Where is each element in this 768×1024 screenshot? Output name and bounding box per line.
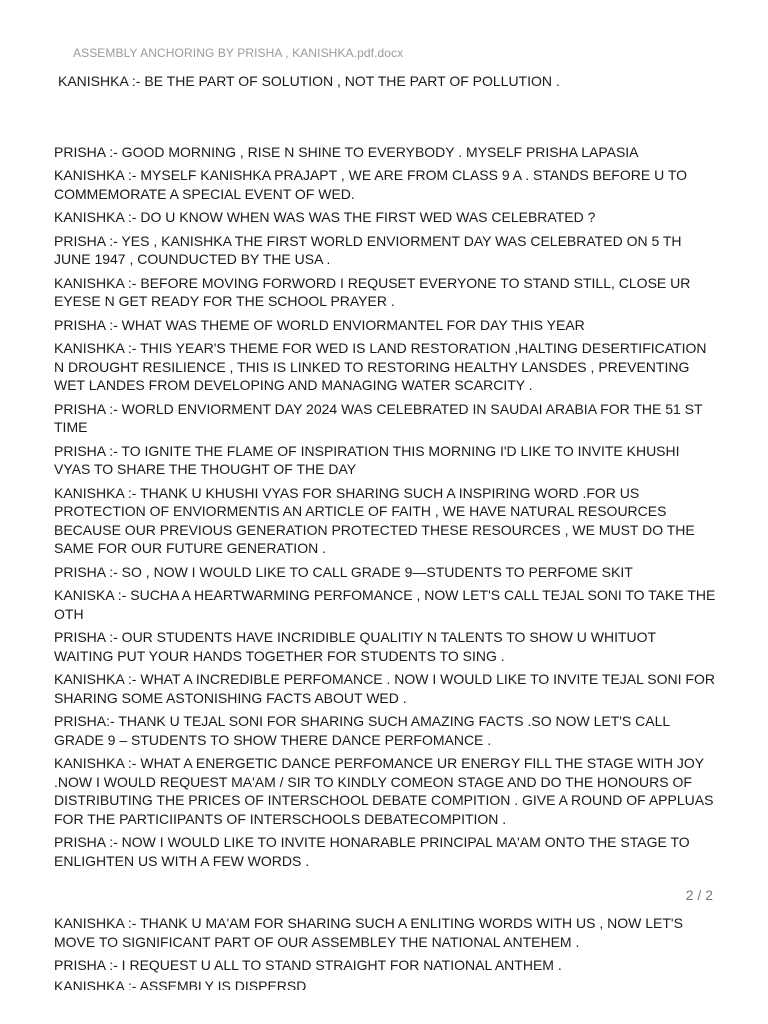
script-line: PRISHA :- SO , NOW I WOULD LIKE TO CALL GRADE 9—STUDENTS TO PERFOME SKIT: [54, 563, 633, 580]
page-1-content: [54, 72, 716, 875]
script-line: KANISHKA :- MYSELF KANISHKA PRAJAPT , WE ARE FROM CLASS 9 A . STANDS BEFORE U TO COMMEMORATE A SPECIAL EVENT OF WED.: [54, 167, 688, 202]
script-line: PRISHA :- GOOD MORNING , RISE N SHINE TO EVERYBODY . MYSELF PRISHA LAPASIA: [54, 143, 639, 160]
script-line: PRISHA :- YES , KANISHKA THE FIRST WORLD ENVIORMENT DAY WAS CELEBRATED ON 5 TH JUNE 1947 , COUNDUCTED BY THE USA .: [54, 232, 682, 267]
script-line: KANISHKA :- DO U KNOW WHEN WAS WAS THE FIRST WED WAS CELEBRATED ?: [54, 209, 596, 225]
script-line: PRISHA :- NOW I WOULD LIKE TO INVITE HONARABLE PRINCIPAL MA'AM ONTO THE STAGE TO ENLIGHTEN US WITH A FEW WORDS .: [54, 834, 690, 869]
page-2-content: [54, 914, 716, 990]
script-line: PRISHA:- THANK U TEJAL SONI FOR SHARING SUCH AMAZING FACTS .SO NOW LET'S CALL GRADE 9 – STUDENTS TO SHOW THERE DANCE PERFOMANCE .: [54, 713, 670, 748]
clipped-line: [54, 980, 716, 990]
script-line: PRISHA :- TO IGNITE THE FLAME OF INSPIRATION THIS MORNING I'D LIKE TO INVITE KHUSHI VYAS TO SHARE THE THOUGHT OF THE DAY: [54, 442, 680, 477]
script-line: PRISHA :- WHAT WAS THEME OF WORLD ENVIORMANTEL FOR DAY THIS YEAR: [54, 316, 585, 333]
page-indicator: 2 / 2: [685, 887, 713, 903]
script-line: KANISHKA :- WHAT A INCREDIBLE PERFOMANCE . NOW I WOULD LIKE TO INVITE TEJAL SONI FOR SHARING SOME ASTONISHING FACTS ABOUT WED .: [54, 671, 715, 706]
document-filename: ASSEMBLY ANCHORING BY PRISHA , KANISHKA.pdf.docx: [73, 46, 404, 60]
script-line: PRISHA :- I REQUEST U ALL TO STAND STRAIGHT FOR NATIONAL ANTHEM .: [54, 957, 562, 973]
script-line: KANISHKA :- WHAT A ENERGETIC DANCE PERFOMANCE UR ENERGY FILL THE STAGE WITH JOY .NOW I WOULD REQUEST MA'AM / SIR TO KINDLY COMEON STAGE AND DO THE HONOURS OF DISTRIBUTING THE PRICES OF INTERSCHOOL DEBATE COMPITION . GIVE A ROUND OF APPLUAS FOR THE PARTICIIPANTS OF INTERSCHOOLS DEBATECOMPITION .: [54, 755, 714, 827]
script-line: KANISHKA :- THANK U KHUSHI VYAS FOR SHARING SUCH A INSPIRING WORD .FOR US PROTECTION OF ENVIORMENTIS AN ARTICLE OF FAITH , WE HAVE NATURAL RESOURCES BECAUSE OUR PREVIOUS GENERATION PROTECTED THESE RESOURCES , WE MUST DO THE SAME FOR OUR FUTURE GENERATION .: [54, 484, 695, 556]
script-line: KANISHKA :- THANK U MA'AM FOR SHARING SUCH A ENLITING WORDS WITH US , NOW LET'S MOVE TO SIGNIFICANT PART OF OUR ASSEMBLEY THE NATIONAL ANTEHEM .: [54, 915, 683, 950]
clipped-line-text: KANISHKA :- ASSEMBLY IS DISPERSD: [54, 979, 307, 990]
script-line: KANISHKA :- BEFORE MOVING FORWORD I REQUSET EVERYONE TO STAND STILL, CLOSE UR EYESE N GET READY FOR THE SCHOOL PRAYER .: [54, 274, 691, 309]
script-line: KANISKA :- SUCHA A HEARTWARMING PERFOMANCE , NOW LET'S CALL TEJAL SONI TO TAKE THE OTH: [54, 587, 716, 622]
script-line: PRISHA :- OUR STUDENTS HAVE INCRIDIBLE QUALITIY N TALENTS TO SHOW U WHITUOT WAITING PUT YOUR HANDS TOGETHER FOR STUDENTS TO SING .: [54, 629, 656, 664]
script-line: KANISHKA :- THIS YEAR'S THEME FOR WED IS LAND RESTORATION ,HALTING DESERTIFICATION N DROUGHT RESILIENCE , THIS IS LINKED TO RESTORING HEALTHY LANSDES , PREVENTING WET LANDES FROM DEVELOPING AND MANAGING WATER SCARCITY .: [54, 340, 707, 393]
script-line: PRISHA :- WORLD ENVIORMENT DAY 2024 WAS CELEBRATED IN SAUDAI ARABIA FOR THE 51 ST TIME: [54, 400, 703, 435]
slogan-line: KANISHKA :- BE THE PART OF SOLUTION , NOT THE PART OF POLLUTION .: [58, 73, 560, 89]
